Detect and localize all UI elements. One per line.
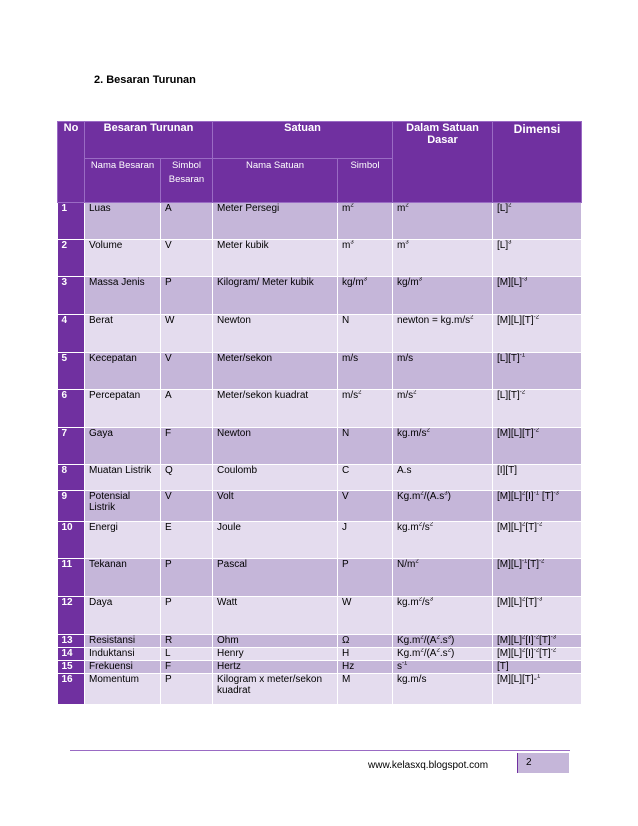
unit-name: Meter/sekon kuadrat: [213, 390, 338, 428]
quantity-name: Induktansi: [85, 648, 161, 661]
row-number: 7: [58, 428, 85, 465]
dimension: $[L][T]^{-2}$: [493, 390, 582, 428]
unit-symbol: m/s: [338, 353, 393, 390]
table-row: [58, 390, 582, 428]
dimension: $[M][L][T]^{-2}$: [493, 315, 582, 353]
footer-divider: [70, 750, 570, 751]
unit-name: Meter/sekon: [213, 353, 338, 390]
row-number: 13: [58, 635, 85, 648]
row-number: 12: [58, 597, 85, 635]
table-row: [58, 203, 582, 240]
quantity-name: Resistansi: [85, 635, 161, 648]
unit-symbol: $kg/m^3$: [338, 277, 393, 315]
quantity-symbol: P: [161, 674, 213, 705]
unit-symbol: M: [338, 674, 393, 705]
quantity-name: Kecepatan: [85, 353, 161, 390]
unit-name: Newton: [213, 428, 338, 465]
row-number: 16: [58, 674, 85, 705]
unit-symbol: $m^3$: [338, 240, 393, 277]
unit-name: Kilogram x meter/sekon kuadrat: [213, 674, 338, 705]
base-unit: $Kg.m^2/(A^2.s^2)$: [393, 648, 493, 661]
dimension: $[M][L]^2[I]^{-2}[T]^{-2}$: [493, 648, 582, 661]
table-row: [58, 648, 582, 661]
header-satuan: Satuan: [213, 122, 393, 159]
header-nama-satuan: Nama Satuan: [213, 159, 338, 203]
unit-symbol: $m/s^2$: [338, 390, 393, 428]
dimension: $[M][L]^{-3}$: [493, 277, 582, 315]
quantity-name: Gaya: [85, 428, 161, 465]
quantity-name: Muatan Listrik: [85, 465, 161, 491]
table-row: [58, 522, 582, 559]
quantity-symbol: W: [161, 315, 213, 353]
unit-symbol: J: [338, 522, 393, 559]
quantity-symbol: A: [161, 390, 213, 428]
quantity-name: Daya: [85, 597, 161, 635]
row-number: 15: [58, 661, 85, 674]
quantity-symbol: E: [161, 522, 213, 559]
quantity-symbol: V: [161, 240, 213, 277]
base-unit: $Kg.m^2/(A.s^3)$: [393, 491, 493, 522]
quantity-symbol: L: [161, 648, 213, 661]
row-number: 4: [58, 315, 85, 353]
dimension: $[M][L]^2[I]^{-2}[T]^{-3}$: [493, 635, 582, 648]
unit-symbol: N: [338, 428, 393, 465]
base-unit: A.s: [393, 465, 493, 491]
quantity-name: Volume: [85, 240, 161, 277]
header-no: No: [58, 122, 85, 203]
row-number: 3: [58, 277, 85, 315]
table-row: [58, 597, 582, 635]
quantity-symbol: P: [161, 559, 213, 597]
base-unit: kg.m/s: [393, 674, 493, 705]
header-dalam-satuan-dasar: Dalam Satuan Dasar: [393, 122, 493, 203]
quantity-symbol: P: [161, 597, 213, 635]
page-number: 2: [517, 753, 569, 773]
header-simbol: Simbol: [338, 159, 393, 203]
quantity-name: Berat: [85, 315, 161, 353]
row-number: 14: [58, 648, 85, 661]
table-row: [58, 491, 582, 522]
quantity-symbol: V: [161, 353, 213, 390]
unit-symbol: V: [338, 491, 393, 522]
row-number: 8: [58, 465, 85, 491]
row-number: 2: [58, 240, 85, 277]
base-unit: $m^3$: [393, 240, 493, 277]
quantity-name: Tekanan: [85, 559, 161, 597]
unit-symbol: P: [338, 559, 393, 597]
base-unit: m/s: [393, 353, 493, 390]
unit-symbol: N: [338, 315, 393, 353]
section-heading: 2. Besaran Turunan: [94, 74, 196, 86]
base-unit: $Kg.m^2/(A^2.s^3)$: [393, 635, 493, 648]
base-unit: $kg.m^2/s^2$: [393, 522, 493, 559]
quantity-name: Massa Jenis: [85, 277, 161, 315]
base-unit: $kg/m^3$: [393, 277, 493, 315]
quantity-name: Luas: [85, 203, 161, 240]
unit-symbol: H: [338, 648, 393, 661]
table-row: [58, 315, 582, 353]
dimension: [I][T]: [493, 465, 582, 491]
base-unit: $s^{-1}$: [393, 661, 493, 674]
table-row: [58, 559, 582, 597]
row-number: 9: [58, 491, 85, 522]
unit-name: Meter Persegi: [213, 203, 338, 240]
row-number: 10: [58, 522, 85, 559]
quantity-symbol: Q: [161, 465, 213, 491]
base-unit: $m^2$: [393, 203, 493, 240]
unit-name: Kilogram/ Meter kubik: [213, 277, 338, 315]
quantity-name: Percepatan: [85, 390, 161, 428]
quantity-symbol: P: [161, 277, 213, 315]
unit-name: Ohm: [213, 635, 338, 648]
unit-name: Pascal: [213, 559, 338, 597]
quantity-name: Potensial Listrik: [85, 491, 161, 522]
unit-name: Joule: [213, 522, 338, 559]
unit-name: Coulomb: [213, 465, 338, 491]
header-nama-besaran: Nama Besaran: [85, 159, 161, 203]
unit-name: Meter kubik: [213, 240, 338, 277]
header-besaran-turunan: Besaran Turunan: [85, 122, 213, 159]
table-row: [58, 674, 582, 705]
unit-name: Henry: [213, 648, 338, 661]
quantity-name: Frekuensi: [85, 661, 161, 674]
unit-symbol: $m^2$: [338, 203, 393, 240]
dimension: $[M][L]^2[T]^{-3}$: [493, 597, 582, 635]
quantity-symbol: F: [161, 428, 213, 465]
unit-name: Newton: [213, 315, 338, 353]
base-unit: newton = $kg.m/s^2$: [393, 315, 493, 353]
quantity-name: Momentum: [85, 674, 161, 705]
footer-website: www.kelasxq.blogspot.com: [368, 760, 489, 771]
derived-quantities-table: [57, 121, 582, 705]
dimension: $[L]^2$: [493, 203, 582, 240]
dimension: [M][L][T]-$^1$: [493, 674, 582, 705]
dimension: $[M][L][T]^{-2}$: [493, 428, 582, 465]
unit-name: Watt: [213, 597, 338, 635]
row-number: 1: [58, 203, 85, 240]
row-number: 6: [58, 390, 85, 428]
unit-symbol: Hz: [338, 661, 393, 674]
dimension: [T]: [493, 661, 582, 674]
base-unit: $kg.m^2/s^3$: [393, 597, 493, 635]
quantity-symbol: A: [161, 203, 213, 240]
table-row: [58, 353, 582, 390]
unit-symbol: W: [338, 597, 393, 635]
quantity-symbol: R: [161, 635, 213, 648]
dimension: $[M][L]^2[I]^{-1}$ $[T]^{-3}$: [493, 491, 582, 522]
table-row: [58, 240, 582, 277]
dimension: $[L][T]^{-1}$: [493, 353, 582, 390]
dimension: $[M][L]^{-1}[T]^{-2}$: [493, 559, 582, 597]
quantity-symbol: F: [161, 661, 213, 674]
unit-name: Volt: [213, 491, 338, 522]
table-row: [58, 465, 582, 491]
unit-name: Hertz: [213, 661, 338, 674]
row-number: 5: [58, 353, 85, 390]
quantity-symbol: V: [161, 491, 213, 522]
unit-symbol: Ω: [338, 635, 393, 648]
base-unit: $m/s^2$: [393, 390, 493, 428]
quantity-name: Energi: [85, 522, 161, 559]
table-row: [58, 277, 582, 315]
header-simbol-besaran: Simbol Besaran: [161, 159, 213, 203]
table-row: [58, 635, 582, 648]
base-unit: $N/m^2$: [393, 559, 493, 597]
dimension: $[L]^3$: [493, 240, 582, 277]
header-dimensi: Dimensi: [493, 122, 582, 203]
table-row: [58, 428, 582, 465]
base-unit: $kg.m/s^2$: [393, 428, 493, 465]
table-row: [58, 661, 582, 674]
row-number: 11: [58, 559, 85, 597]
dimension: $[M][L]^2[T]^{-2}$: [493, 522, 582, 559]
unit-symbol: C: [338, 465, 393, 491]
